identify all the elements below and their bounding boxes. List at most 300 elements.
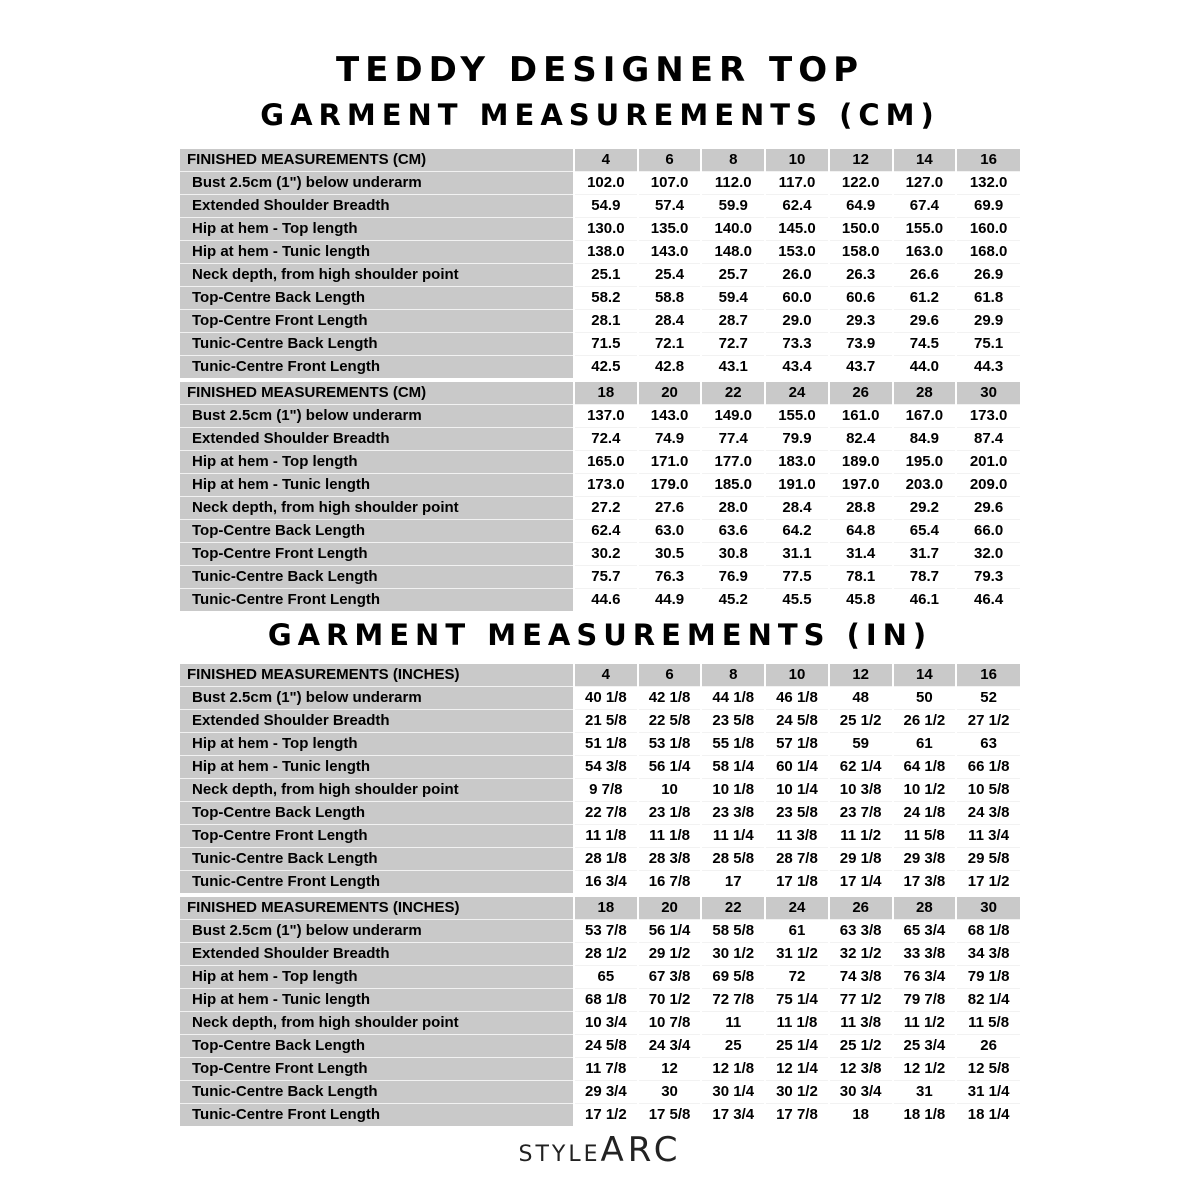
measurement-value: 28 1/8: [574, 848, 638, 871]
measurement-value: 63 3/8: [829, 920, 893, 943]
measurement-value: 30: [638, 1081, 702, 1104]
measurement-label: Top-Centre Back Length: [180, 520, 574, 543]
measurement-value: 25.4: [638, 264, 702, 287]
table-row: [180, 1081, 1020, 1104]
size-header-cell: 8: [701, 664, 765, 687]
measurement-label: Neck depth, from high shoulder point: [180, 497, 574, 520]
measurement-value: 155.0: [893, 218, 957, 241]
measurement-value: 112.0: [701, 172, 765, 195]
measurement-value: 58.8: [638, 287, 702, 310]
measurement-value: 29 3/8: [893, 848, 957, 871]
logo-arc-text: ARC: [600, 1130, 682, 1170]
table-row: [180, 589, 1020, 612]
measurement-value: 143.0: [638, 241, 702, 264]
measurement-label: Tunic-Centre Front Length: [180, 356, 574, 379]
measurement-value: 55 1/8: [701, 733, 765, 756]
measurement-label: Top-Centre Front Length: [180, 1058, 574, 1081]
table-header-label: FINISHED MEASUREMENTS (INCHES): [180, 664, 574, 687]
measurement-value: 59: [829, 733, 893, 756]
size-header-cell: 20: [638, 897, 702, 920]
size-header-cell: 26: [829, 897, 893, 920]
measurement-value: 11 1/8: [574, 825, 638, 848]
measurement-value: 28.0: [701, 497, 765, 520]
measurement-label: Hip at hem - Top length: [180, 218, 574, 241]
measurement-value: 43.4: [765, 356, 829, 379]
table-row: [180, 405, 1020, 428]
measurement-value: 44.0: [893, 356, 957, 379]
measurement-value: 18 1/4: [956, 1104, 1020, 1127]
measurement-value: 17 3/4: [701, 1104, 765, 1127]
size-header-cell: 26: [829, 382, 893, 405]
size-header-cell: 22: [701, 382, 765, 405]
measurement-value: 173.0: [574, 474, 638, 497]
measurement-label: Top-Centre Back Length: [180, 1035, 574, 1058]
measurement-value: 12 1/2: [893, 1058, 957, 1081]
measurement-value: 25: [701, 1035, 765, 1058]
measurement-value: 45.8: [829, 589, 893, 612]
measurement-label: Bust 2.5cm (1") below underarm: [180, 687, 574, 710]
measurement-value: 31: [893, 1081, 957, 1104]
measurement-value: 72 7/8: [701, 989, 765, 1012]
size-header-cell: 18: [574, 897, 638, 920]
measurement-value: 195.0: [893, 451, 957, 474]
measurement-label: Tunic-Centre Front Length: [180, 1104, 574, 1127]
measurement-value: 11 1/4: [701, 825, 765, 848]
measurement-value: 72.1: [638, 333, 702, 356]
table-row: [180, 802, 1020, 825]
table-row: [180, 779, 1020, 802]
measurement-value: 46.1: [893, 589, 957, 612]
measurement-value: 31.7: [893, 543, 957, 566]
measurement-value: 54 3/8: [574, 756, 638, 779]
measurement-value: 64 1/8: [893, 756, 957, 779]
measurement-value: 25 1/2: [829, 710, 893, 733]
measurement-value: 45.2: [701, 589, 765, 612]
cm-measurements-section: [180, 149, 1020, 611]
measurement-value: 11: [701, 1012, 765, 1035]
measurement-value: 62.4: [574, 520, 638, 543]
measurement-value: 29 5/8: [956, 848, 1020, 871]
measurement-value: 61: [765, 920, 829, 943]
measurement-value: 24 5/8: [574, 1035, 638, 1058]
measurement-value: 22 7/8: [574, 802, 638, 825]
measurement-value: 150.0: [829, 218, 893, 241]
size-header-cell: 10: [765, 149, 829, 172]
measurement-value: 29.6: [956, 497, 1020, 520]
measurement-value: 69 5/8: [701, 966, 765, 989]
measurement-value: 30.8: [701, 543, 765, 566]
size-header-cell: 6: [638, 664, 702, 687]
measurement-value: 203.0: [893, 474, 957, 497]
measurement-value: 77.4: [701, 428, 765, 451]
measurement-value: 122.0: [829, 172, 893, 195]
measurement-value: 165.0: [574, 451, 638, 474]
measurement-value: 10 3/8: [829, 779, 893, 802]
measurement-value: 77 1/2: [829, 989, 893, 1012]
measurement-value: 10 1/4: [765, 779, 829, 802]
measurement-value: 28.7: [701, 310, 765, 333]
measurement-value: 11 3/4: [956, 825, 1020, 848]
measurement-value: 29 1/8: [829, 848, 893, 871]
measurement-value: 31.1: [765, 543, 829, 566]
measurement-value: 11 7/8: [574, 1058, 638, 1081]
measurement-value: 78.1: [829, 566, 893, 589]
measurement-value: 67.4: [893, 195, 957, 218]
table-row: [180, 333, 1020, 356]
measurement-value: 61.8: [956, 287, 1020, 310]
measurement-label: Bust 2.5cm (1") below underarm: [180, 172, 574, 195]
measurement-value: 56 1/4: [638, 756, 702, 779]
measurement-label: Neck depth, from high shoulder point: [180, 1012, 574, 1035]
measurement-value: 11 1/8: [638, 825, 702, 848]
measurement-value: 23 5/8: [701, 710, 765, 733]
measurement-value: 64.8: [829, 520, 893, 543]
measurement-value: 43.1: [701, 356, 765, 379]
measurement-value: 183.0: [765, 451, 829, 474]
measurement-value: 29 1/2: [638, 943, 702, 966]
measurement-value: 27 1/2: [956, 710, 1020, 733]
measurement-value: 29.9: [956, 310, 1020, 333]
measurement-value: 27.2: [574, 497, 638, 520]
measurement-value: 24 3/4: [638, 1035, 702, 1058]
measurement-value: 148.0: [701, 241, 765, 264]
table-row: [180, 733, 1020, 756]
size-header-cell: 8: [701, 149, 765, 172]
measurement-value: 145.0: [765, 218, 829, 241]
table-row: [180, 1012, 1020, 1035]
measurement-value: 57.4: [638, 195, 702, 218]
measurement-value: 11 3/8: [765, 825, 829, 848]
measurement-value: 43.7: [829, 356, 893, 379]
size-header-cell: 12: [829, 664, 893, 687]
measurement-value: 10 3/4: [574, 1012, 638, 1035]
measurement-value: 29 3/4: [574, 1081, 638, 1104]
measurement-value: 177.0: [701, 451, 765, 474]
measurement-value: 53 7/8: [574, 920, 638, 943]
table-row: [180, 920, 1020, 943]
in-measurements-section: [180, 664, 1020, 1126]
measurement-value: 75.7: [574, 566, 638, 589]
table-row: [180, 264, 1020, 287]
measurement-label: Tunic-Centre Back Length: [180, 333, 574, 356]
measurement-value: 22 5/8: [638, 710, 702, 733]
measurement-value: 75 1/4: [765, 989, 829, 1012]
measurement-value: 17 3/8: [893, 871, 957, 894]
measurement-value: 23 7/8: [829, 802, 893, 825]
table-row: [180, 474, 1020, 497]
measurement-value: 44.3: [956, 356, 1020, 379]
measurement-value: 52: [956, 687, 1020, 710]
measurement-value: 12 1/8: [701, 1058, 765, 1081]
size-header-cell: 16: [956, 664, 1020, 687]
measurement-value: 25.1: [574, 264, 638, 287]
measurement-value: 45.5: [765, 589, 829, 612]
measurement-value: 155.0: [765, 405, 829, 428]
measurement-value: 10 1/2: [893, 779, 957, 802]
measurement-value: 17 7/8: [765, 1104, 829, 1127]
measurement-value: 25 1/4: [765, 1035, 829, 1058]
measurement-value: 158.0: [829, 241, 893, 264]
measurement-value: 29.2: [893, 497, 957, 520]
measurement-value: 71.5: [574, 333, 638, 356]
measurement-value: 28 3/8: [638, 848, 702, 871]
measurement-value: 44 1/8: [701, 687, 765, 710]
measurement-value: 65.4: [893, 520, 957, 543]
size-header-cell: 4: [574, 149, 638, 172]
measurement-value: 17: [701, 871, 765, 894]
measurement-label: Tunic-Centre Front Length: [180, 589, 574, 612]
table-row: [180, 1035, 1020, 1058]
measurement-value: 18 1/8: [893, 1104, 957, 1127]
table-header-row: [180, 897, 1020, 920]
measurement-value: 12: [638, 1058, 702, 1081]
measurement-value: 72: [765, 966, 829, 989]
size-header-cell: 14: [893, 149, 957, 172]
measurement-value: 27.6: [638, 497, 702, 520]
measurement-value: 11 1/2: [893, 1012, 957, 1035]
measurement-value: 31 1/2: [765, 943, 829, 966]
measurement-value: 29.0: [765, 310, 829, 333]
measurement-value: 31 1/4: [956, 1081, 1020, 1104]
measurement-value: 30 1/4: [701, 1081, 765, 1104]
measurement-value: 11 5/8: [956, 1012, 1020, 1035]
measurement-value: 28 5/8: [701, 848, 765, 871]
measurement-value: 44.9: [638, 589, 702, 612]
table-header-label: FINISHED MEASUREMENTS (CM): [180, 149, 574, 172]
measurement-value: 63.6: [701, 520, 765, 543]
measurement-label: Neck depth, from high shoulder point: [180, 264, 574, 287]
table-row: [180, 687, 1020, 710]
measurement-value: 26.6: [893, 264, 957, 287]
measurement-label: Top-Centre Front Length: [180, 310, 574, 333]
size-header-cell: 30: [956, 897, 1020, 920]
measurement-value: 24 1/8: [893, 802, 957, 825]
measurement-value: 32 1/2: [829, 943, 893, 966]
measurement-value: 23 5/8: [765, 802, 829, 825]
measurement-label: Hip at hem - Top length: [180, 966, 574, 989]
measurement-value: 26: [956, 1035, 1020, 1058]
measurement-label: Extended Shoulder Breadth: [180, 428, 574, 451]
measurement-value: 137.0: [574, 405, 638, 428]
size-header-cell: 16: [956, 149, 1020, 172]
measurement-value: 17 1/2: [574, 1104, 638, 1127]
measurement-value: 102.0: [574, 172, 638, 195]
measurement-value: 149.0: [701, 405, 765, 428]
measurement-value: 11 1/2: [829, 825, 893, 848]
size-header-cell: 10: [765, 664, 829, 687]
table-header-row: [180, 149, 1020, 172]
measurement-label: Extended Shoulder Breadth: [180, 195, 574, 218]
measurement-value: 74.5: [893, 333, 957, 356]
measurement-value: 42 1/8: [638, 687, 702, 710]
measurement-value: 28.4: [638, 310, 702, 333]
measurement-value: 23 3/8: [701, 802, 765, 825]
measurement-value: 32.0: [956, 543, 1020, 566]
table-row: [180, 756, 1020, 779]
measurement-value: 12 5/8: [956, 1058, 1020, 1081]
page-title: TEDDY DESIGNER TOP: [335, 50, 865, 90]
measurement-label: Tunic-Centre Back Length: [180, 848, 574, 871]
measurement-value: 17 1/4: [829, 871, 893, 894]
in-section-title: GARMENT MEASUREMENTS (IN): [267, 618, 933, 652]
table-row: [180, 451, 1020, 474]
measurement-value: 72.4: [574, 428, 638, 451]
measurement-value: 11 5/8: [893, 825, 957, 848]
measurement-value: 62 1/4: [829, 756, 893, 779]
cm-section-title: GARMENT MEASUREMENTS (CM): [260, 98, 940, 132]
measurement-value: 46 1/8: [765, 687, 829, 710]
measurement-value: 60.0: [765, 287, 829, 310]
measurement-table: [180, 897, 1020, 1126]
measurement-value: 34 3/8: [956, 943, 1020, 966]
measurement-value: 130.0: [574, 218, 638, 241]
measurement-value: 74.9: [638, 428, 702, 451]
measurement-label: Hip at hem - Tunic length: [180, 989, 574, 1012]
measurement-value: 42.8: [638, 356, 702, 379]
measurement-value: 191.0: [765, 474, 829, 497]
table-row: [180, 520, 1020, 543]
measurement-value: 69.9: [956, 195, 1020, 218]
measurement-value: 10 1/8: [701, 779, 765, 802]
measurement-value: 9 7/8: [574, 779, 638, 802]
table-row: [180, 871, 1020, 894]
measurement-value: 65: [574, 966, 638, 989]
measurement-label: Top-Centre Back Length: [180, 802, 574, 825]
table-row: [180, 241, 1020, 264]
measurement-value: 48: [829, 687, 893, 710]
size-header-cell: 22: [701, 897, 765, 920]
measurement-label: Top-Centre Back Length: [180, 287, 574, 310]
measurement-value: 21 5/8: [574, 710, 638, 733]
measurement-value: 26.9: [956, 264, 1020, 287]
measurement-value: 16 7/8: [638, 871, 702, 894]
measurement-value: 140.0: [701, 218, 765, 241]
measurement-value: 77.5: [765, 566, 829, 589]
size-header-cell: 24: [765, 897, 829, 920]
measurement-value: 64.2: [765, 520, 829, 543]
measurement-value: 26.0: [765, 264, 829, 287]
measurement-label: Top-Centre Front Length: [180, 825, 574, 848]
size-header-cell: 24: [765, 382, 829, 405]
measurement-value: 17 1/2: [956, 871, 1020, 894]
size-header-cell: 28: [893, 382, 957, 405]
measurement-value: 29.3: [829, 310, 893, 333]
size-header-cell: 14: [893, 664, 957, 687]
measurement-value: 10: [638, 779, 702, 802]
measurement-value: 59.4: [701, 287, 765, 310]
measurement-value: 57 1/8: [765, 733, 829, 756]
measurement-table: [180, 149, 1020, 378]
table-row: [180, 195, 1020, 218]
measurement-value: 66.0: [956, 520, 1020, 543]
measurement-value: 107.0: [638, 172, 702, 195]
measurement-value: 31.4: [829, 543, 893, 566]
measurement-value: 63.0: [638, 520, 702, 543]
size-header-cell: 20: [638, 382, 702, 405]
measurement-value: 58.2: [574, 287, 638, 310]
measurement-value: 59.9: [701, 195, 765, 218]
measurement-label: Neck depth, from high shoulder point: [180, 779, 574, 802]
measurement-value: 56 1/4: [638, 920, 702, 943]
measurement-value: 168.0: [956, 241, 1020, 264]
size-header-cell: 30: [956, 382, 1020, 405]
measurement-value: 73.3: [765, 333, 829, 356]
measurement-value: 54.9: [574, 195, 638, 218]
table-header-label: FINISHED MEASUREMENTS (CM): [180, 382, 574, 405]
measurement-value: 161.0: [829, 405, 893, 428]
table-row: [180, 497, 1020, 520]
table-row: [180, 543, 1020, 566]
measurement-label: Hip at hem - Tunic length: [180, 756, 574, 779]
measurement-value: 185.0: [701, 474, 765, 497]
measurement-value: 201.0: [956, 451, 1020, 474]
measurement-value: 65 3/4: [893, 920, 957, 943]
measurement-value: 79.9: [765, 428, 829, 451]
measurement-value: 209.0: [956, 474, 1020, 497]
size-header-cell: 18: [574, 382, 638, 405]
measurement-value: 28.8: [829, 497, 893, 520]
measurement-value: 73.9: [829, 333, 893, 356]
measurement-value: 30 1/2: [765, 1081, 829, 1104]
table-row: [180, 943, 1020, 966]
table-row: [180, 825, 1020, 848]
measurement-value: 28.4: [765, 497, 829, 520]
measurement-value: 68 1/8: [574, 989, 638, 1012]
measurement-value: 153.0: [765, 241, 829, 264]
measurement-value: 44.6: [574, 589, 638, 612]
measurement-value: 72.7: [701, 333, 765, 356]
table-header-label: FINISHED MEASUREMENTS (INCHES): [180, 897, 574, 920]
table-row: [180, 356, 1020, 379]
measurement-value: 62.4: [765, 195, 829, 218]
measurement-value: 11 1/8: [765, 1012, 829, 1035]
measurement-value: 70 1/2: [638, 989, 702, 1012]
measurement-value: 26 1/2: [893, 710, 957, 733]
measurement-value: 29.6: [893, 310, 957, 333]
measurement-label: Extended Shoulder Breadth: [180, 710, 574, 733]
table-row: [180, 848, 1020, 871]
measurement-value: 17 1/8: [765, 871, 829, 894]
measurement-value: 25 3/4: [893, 1035, 957, 1058]
measurement-label: Hip at hem - Tunic length: [180, 474, 574, 497]
measurement-value: 135.0: [638, 218, 702, 241]
measurement-label: Hip at hem - Tunic length: [180, 241, 574, 264]
measurement-value: 16 3/4: [574, 871, 638, 894]
table-row: [180, 172, 1020, 195]
measurement-label: Hip at hem - Top length: [180, 451, 574, 474]
measurement-value: 84.9: [893, 428, 957, 451]
measurement-value: 61: [893, 733, 957, 756]
measurement-label: Tunic-Centre Back Length: [180, 566, 574, 589]
measurement-value: 28 1/2: [574, 943, 638, 966]
measurement-value: 79 1/8: [956, 966, 1020, 989]
measurement-value: 138.0: [574, 241, 638, 264]
measurement-value: 67 3/8: [638, 966, 702, 989]
measurement-value: 10 5/8: [956, 779, 1020, 802]
measurement-value: 160.0: [956, 218, 1020, 241]
measurement-value: 76.9: [701, 566, 765, 589]
measurement-value: 23 1/8: [638, 802, 702, 825]
size-header-cell: 4: [574, 664, 638, 687]
measurement-value: 117.0: [765, 172, 829, 195]
table-row: [180, 966, 1020, 989]
measurement-value: 17 5/8: [638, 1104, 702, 1127]
table-row: [180, 310, 1020, 333]
measurement-value: 28.1: [574, 310, 638, 333]
measurement-label: Tunic-Centre Back Length: [180, 1081, 574, 1104]
measurement-value: 64.9: [829, 195, 893, 218]
measurement-value: 171.0: [638, 451, 702, 474]
